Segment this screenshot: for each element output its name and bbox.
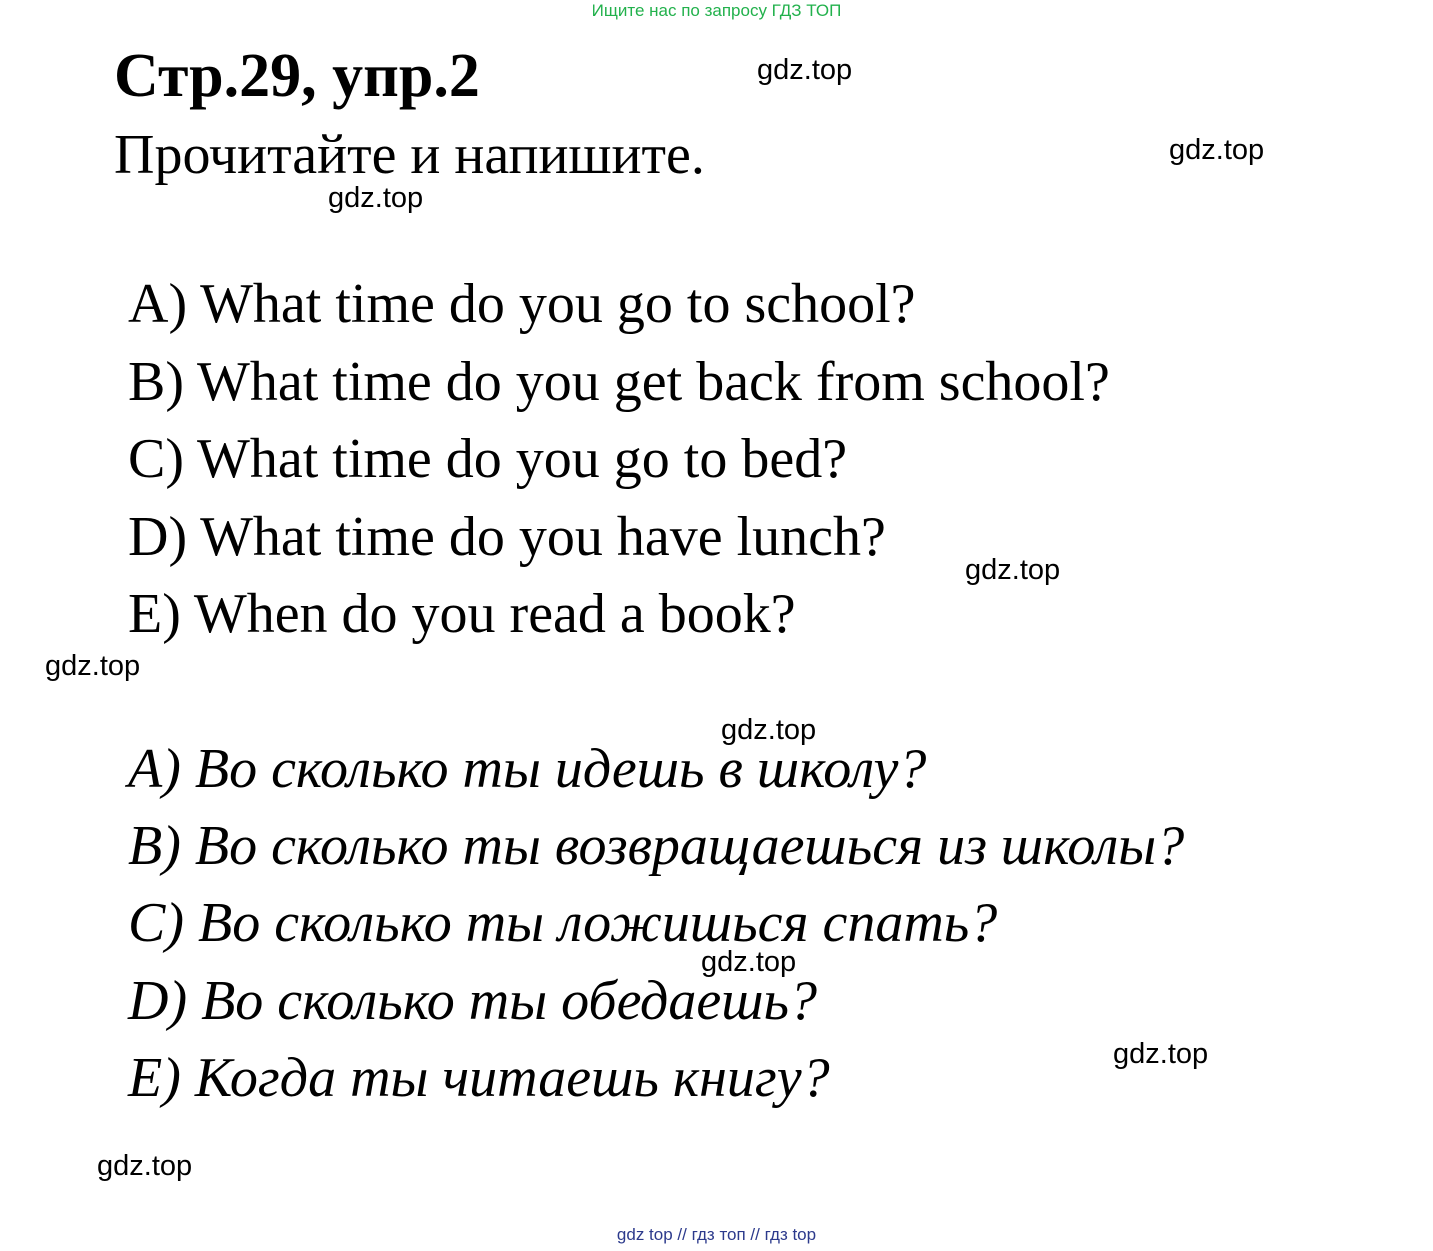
russian-translation-b: B) Во сколько ты возвращаешься из школы? <box>128 815 1185 877</box>
russian-translation-a: A) Во сколько ты идешь в школу? <box>128 738 927 800</box>
english-question-e: E) When do you read a book? <box>128 583 796 645</box>
english-question-d: D) What time do you have lunch? <box>128 506 886 568</box>
instruction-text: Прочитайте и напишите. <box>114 124 705 186</box>
russian-translation-d: D) Во сколько ты обедаешь? <box>128 970 817 1032</box>
russian-translation-e: E) Когда ты читаешь книгу? <box>128 1047 830 1109</box>
russian-translation-c: C) Во сколько ты ложишься спать? <box>128 892 998 954</box>
english-question-c: C) What time do you go to bed? <box>128 428 848 490</box>
watermark: gdz.top <box>45 650 141 682</box>
footer-text: gdz top // гдз топ // гдз top <box>616 1225 817 1244</box>
watermark: gdz.top <box>965 554 1061 586</box>
watermark: gdz.top <box>721 714 817 746</box>
watermark: gdz.top <box>757 54 853 86</box>
watermark: gdz.top <box>1169 134 1265 166</box>
watermark: gdz.top <box>97 1150 193 1182</box>
watermark: gdz.top <box>701 946 797 978</box>
page-title: Стр.29, упр.2 <box>114 42 480 110</box>
watermark: gdz.top <box>328 182 424 214</box>
english-question-a: A) What time do you go to school? <box>128 273 916 335</box>
watermark: gdz.top <box>1113 1038 1209 1070</box>
top-banner: Ищите нас по запросу ГДЗ ТОП <box>591 1 842 20</box>
english-question-b: B) What time do you get back from school? <box>128 351 1110 413</box>
